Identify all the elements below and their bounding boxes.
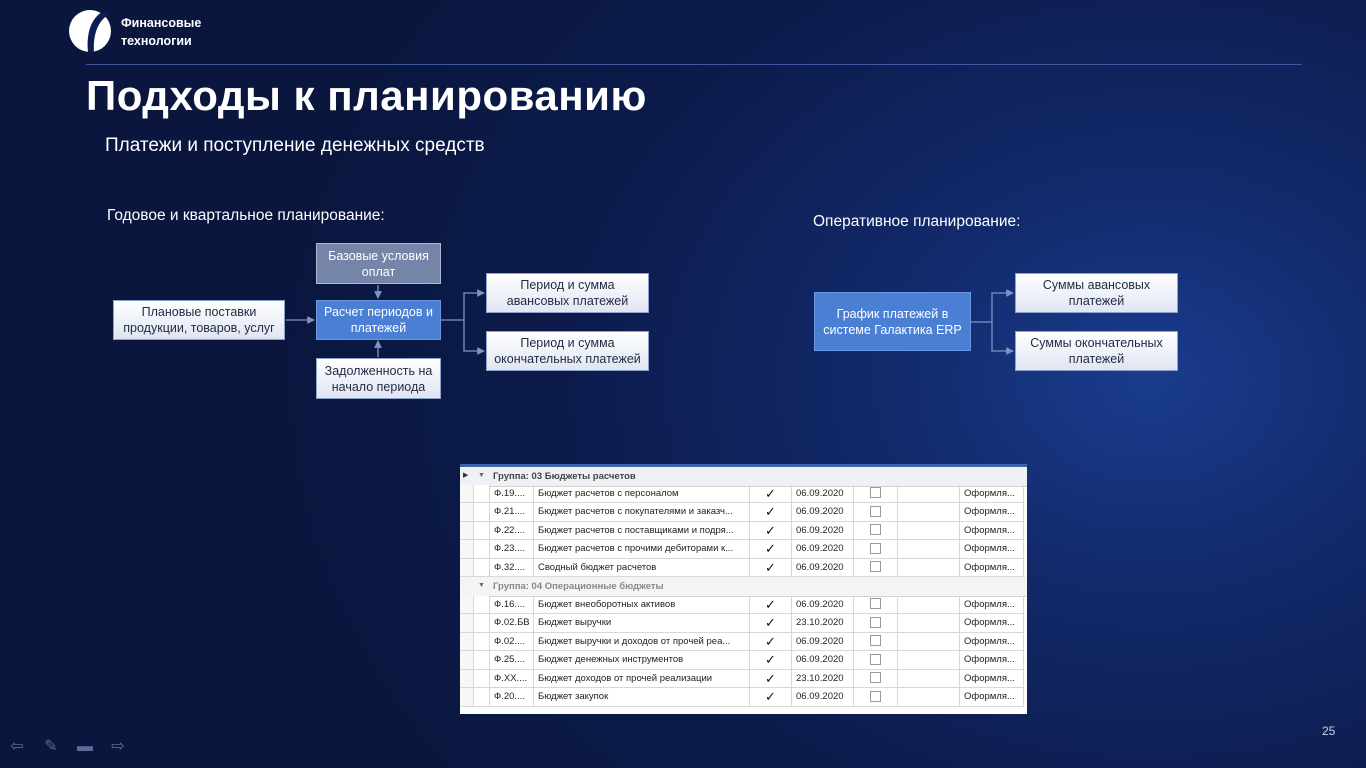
- arrow-right-icon[interactable]: ⇨: [111, 738, 125, 755]
- budget-date: 23.10.2020: [792, 614, 854, 633]
- budget-name: Бюджет выручки и доходов от прочей реа...: [534, 633, 750, 652]
- status-cell: Оформля...: [960, 688, 1024, 707]
- row-gutter: [460, 503, 474, 522]
- flag-cell[interactable]: [854, 522, 898, 541]
- budget-name: Бюджет денежных инструментов: [534, 651, 750, 670]
- budget-date: 06.09.2020: [792, 651, 854, 670]
- collapse-chevron-icon[interactable]: ▼: [478, 582, 485, 589]
- budget-date: 23.10.2020: [792, 670, 854, 689]
- extra-cell: [898, 596, 960, 615]
- checkmark-icon[interactable]: ✓: [765, 596, 776, 612]
- payment-schedule-box: График платежей в системе Галактика ERP: [814, 292, 971, 351]
- status-cell: Оформля...: [960, 670, 1024, 689]
- checkmark-icon[interactable]: ✓: [765, 504, 776, 519]
- checkbox-empty-icon[interactable]: [870, 543, 881, 554]
- group-row[interactable]: [460, 577, 1027, 597]
- checkbox-cell[interactable]: [750, 633, 792, 652]
- budget-name: Бюджет внеоборотных активов: [534, 596, 750, 615]
- logo-line-1: Финансовые: [121, 16, 202, 30]
- extra-cell: [898, 522, 960, 541]
- status-cell: Оформля...: [960, 596, 1024, 615]
- checkmark-icon[interactable]: ✓: [765, 615, 776, 630]
- status-cell: Оформля...: [960, 485, 1024, 504]
- status-cell: Оформля...: [960, 614, 1024, 633]
- table-row[interactable]: [460, 670, 1027, 689]
- budget-name: Бюджет расчетов с персоналом: [534, 485, 750, 504]
- budget-grid[interactable]: [460, 464, 1027, 714]
- checkmark-icon[interactable]: ✓: [765, 522, 776, 538]
- checkbox-empty-icon[interactable]: [870, 561, 881, 572]
- budget-name: Бюджет выручки: [534, 614, 750, 633]
- row-gutter: [460, 651, 474, 670]
- checkbox-cell[interactable]: [750, 503, 792, 522]
- flag-cell[interactable]: [854, 485, 898, 504]
- checkbox-empty-icon[interactable]: [870, 617, 881, 628]
- budget-code: Ф.22....: [490, 522, 534, 541]
- flag-cell[interactable]: [854, 633, 898, 652]
- row-gutter: [460, 522, 474, 541]
- row-indent: [474, 688, 490, 707]
- row-gutter: [460, 559, 474, 578]
- arrow-left-icon[interactable]: ⇦: [10, 738, 24, 755]
- row-gutter: [460, 540, 474, 559]
- budget-code: Ф.02....: [490, 633, 534, 652]
- row-indent: [474, 503, 490, 522]
- budget-name: Сводный бюджет расчетов: [534, 559, 750, 578]
- advance-payments-box: Период и сумма авансовых платежей: [486, 273, 649, 313]
- flag-cell[interactable]: [854, 559, 898, 578]
- budget-date: 06.09.2020: [792, 503, 854, 522]
- extra-cell: [898, 670, 960, 689]
- checkbox-empty-icon[interactable]: [870, 672, 881, 683]
- row-gutter: [460, 688, 474, 707]
- checkmark-icon[interactable]: ✓: [765, 559, 776, 575]
- table-row[interactable]: [460, 485, 1027, 504]
- checkbox-empty-icon[interactable]: [870, 635, 881, 646]
- checkmark-icon[interactable]: ✓: [765, 541, 776, 556]
- final-sums-box: Суммы окончательных платежей: [1015, 331, 1178, 371]
- budget-code: Ф.02.БВ: [490, 614, 534, 633]
- row-gutter: [460, 485, 474, 504]
- table-row[interactable]: [460, 614, 1027, 633]
- checkbox-empty-icon[interactable]: [870, 654, 881, 665]
- flag-cell[interactable]: [854, 503, 898, 522]
- group-title: Группа: 03 Бюджеты расчетов: [493, 471, 636, 482]
- row-indent: [474, 670, 490, 689]
- checkbox-cell[interactable]: [750, 596, 792, 615]
- checkbox-empty-icon[interactable]: [870, 506, 881, 517]
- arrow-calc-to-advance: [441, 293, 484, 320]
- checkbox-empty-icon[interactable]: [870, 691, 881, 702]
- flag-cell[interactable]: [854, 688, 898, 707]
- table-row[interactable]: [460, 559, 1027, 578]
- status-cell: Оформля...: [960, 559, 1024, 578]
- checkbox-cell[interactable]: [750, 540, 792, 559]
- row-gutter: [460, 633, 474, 652]
- checkbox-cell[interactable]: [750, 485, 792, 504]
- page-number: 25: [1322, 724, 1336, 738]
- checkbox-empty-icon[interactable]: [870, 598, 881, 609]
- budget-date: 06.09.2020: [792, 633, 854, 652]
- table-row[interactable]: [460, 688, 1027, 707]
- checkbox-cell[interactable]: [750, 614, 792, 633]
- budget-name: Бюджет расчетов с поставщиками и подря...: [534, 522, 750, 541]
- menu-icon[interactable]: ▬: [77, 738, 93, 755]
- final-payments-box: Период и сумма окончательных платежей: [486, 331, 649, 371]
- budget-code: Ф.25....: [490, 651, 534, 670]
- table-row[interactable]: [460, 633, 1027, 652]
- budget-code: Ф.32....: [490, 559, 534, 578]
- advance-sums-box: Суммы авансовых платежей: [1015, 273, 1178, 313]
- extra-cell: [898, 540, 960, 559]
- budget-name: Бюджет доходов от прочей реализации: [534, 670, 750, 689]
- row-gutter: [460, 596, 474, 615]
- group-title: Группа: 04 Операционные бюджеты: [493, 581, 664, 592]
- status-cell: Оформля...: [960, 503, 1024, 522]
- extra-cell: [898, 503, 960, 522]
- extra-cell: [898, 651, 960, 670]
- annual-planning-label: Годовое и квартальное планирование:: [107, 207, 385, 224]
- checkmark-icon[interactable]: ✓: [765, 689, 776, 704]
- budget-code: Ф.23....: [490, 540, 534, 559]
- flag-cell[interactable]: [854, 596, 898, 615]
- table-row[interactable]: [460, 503, 1027, 522]
- budget-date: 06.09.2020: [792, 688, 854, 707]
- row-indent: [474, 522, 490, 541]
- group-row[interactable]: [460, 464, 1027, 487]
- row-indent: [474, 614, 490, 633]
- row-indent: [474, 596, 490, 615]
- budget-name: Бюджет закупок: [534, 688, 750, 707]
- checkmark-icon[interactable]: ✓: [765, 652, 776, 667]
- budget-date: 06.09.2020: [792, 540, 854, 559]
- extra-cell: [898, 633, 960, 652]
- row-gutter: [460, 670, 474, 689]
- status-cell: Оформля...: [960, 633, 1024, 652]
- row-pointer-icon: ▶: [463, 472, 469, 479]
- checkbox-empty-icon[interactable]: [870, 487, 881, 498]
- budget-code: Ф.XX....: [490, 670, 534, 689]
- budget-date: 06.09.2020: [792, 596, 854, 615]
- status-cell: Оформля...: [960, 651, 1024, 670]
- checkmark-icon[interactable]: ✓: [765, 485, 776, 501]
- slide-subtitle: Платежи и поступление денежных средств: [105, 135, 485, 156]
- base-terms-box: Базовые условия оплат: [316, 243, 441, 284]
- arrow-schedule-to-final: [992, 322, 1013, 351]
- budget-code: Ф.21....: [490, 503, 534, 522]
- checkmark-icon[interactable]: ✓: [765, 633, 776, 649]
- arrow-calc-to-final: [464, 320, 484, 351]
- extra-cell: [898, 485, 960, 504]
- pen-icon[interactable]: ✎: [44, 738, 58, 755]
- planned-supplies-box: Плановые поставки продукции, товаров, услуг: [113, 300, 285, 340]
- extra-cell: [898, 614, 960, 633]
- calc-periods-box: Расчет периодов и платежей: [316, 300, 441, 340]
- operative-planning-label: Оперативное планирование:: [813, 213, 1021, 230]
- logo-line-2: технологии: [121, 34, 192, 48]
- status-cell: Оформля...: [960, 522, 1024, 541]
- checkbox-cell[interactable]: [750, 688, 792, 707]
- budget-date: 06.09.2020: [792, 485, 854, 504]
- checkbox-cell[interactable]: [750, 559, 792, 578]
- status-cell: Оформля...: [960, 540, 1024, 559]
- table-row[interactable]: [460, 540, 1027, 559]
- budget-code: Ф.19....: [490, 485, 534, 504]
- row-indent: [474, 540, 490, 559]
- flag-cell[interactable]: [854, 540, 898, 559]
- budget-name: Бюджет расчетов с прочими дебиторами к...: [534, 540, 750, 559]
- budget-code: Ф.16....: [490, 596, 534, 615]
- extra-cell: [898, 559, 960, 578]
- row-gutter: [460, 614, 474, 633]
- checkbox-cell[interactable]: [750, 651, 792, 670]
- row-indent: [474, 485, 490, 504]
- flag-cell[interactable]: [854, 651, 898, 670]
- row-indent: [474, 651, 490, 670]
- budget-date: 06.09.2020: [792, 559, 854, 578]
- checkbox-cell[interactable]: [750, 522, 792, 541]
- budget-code: Ф.20....: [490, 688, 534, 707]
- checkbox-empty-icon[interactable]: [870, 524, 881, 535]
- slide-title: Подходы к планированию: [86, 72, 647, 119]
- table-row[interactable]: [460, 596, 1027, 615]
- flag-cell[interactable]: [854, 670, 898, 689]
- table-row[interactable]: [460, 522, 1027, 541]
- debt-box: Задолженность на начало периода: [316, 358, 441, 399]
- flag-cell[interactable]: [854, 614, 898, 633]
- row-indent: [474, 559, 490, 578]
- extra-cell: [898, 688, 960, 707]
- checkmark-icon[interactable]: ✓: [765, 670, 776, 686]
- budget-date: 06.09.2020: [792, 522, 854, 541]
- budget-name: Бюджет расчетов с покупателями и заказч...: [534, 503, 750, 522]
- row-indent: [474, 633, 490, 652]
- checkbox-cell[interactable]: [750, 670, 792, 689]
- arrow-schedule-to-advance: [971, 293, 1013, 322]
- collapse-chevron-icon[interactable]: ▼: [478, 472, 485, 479]
- table-row[interactable]: [460, 651, 1027, 670]
